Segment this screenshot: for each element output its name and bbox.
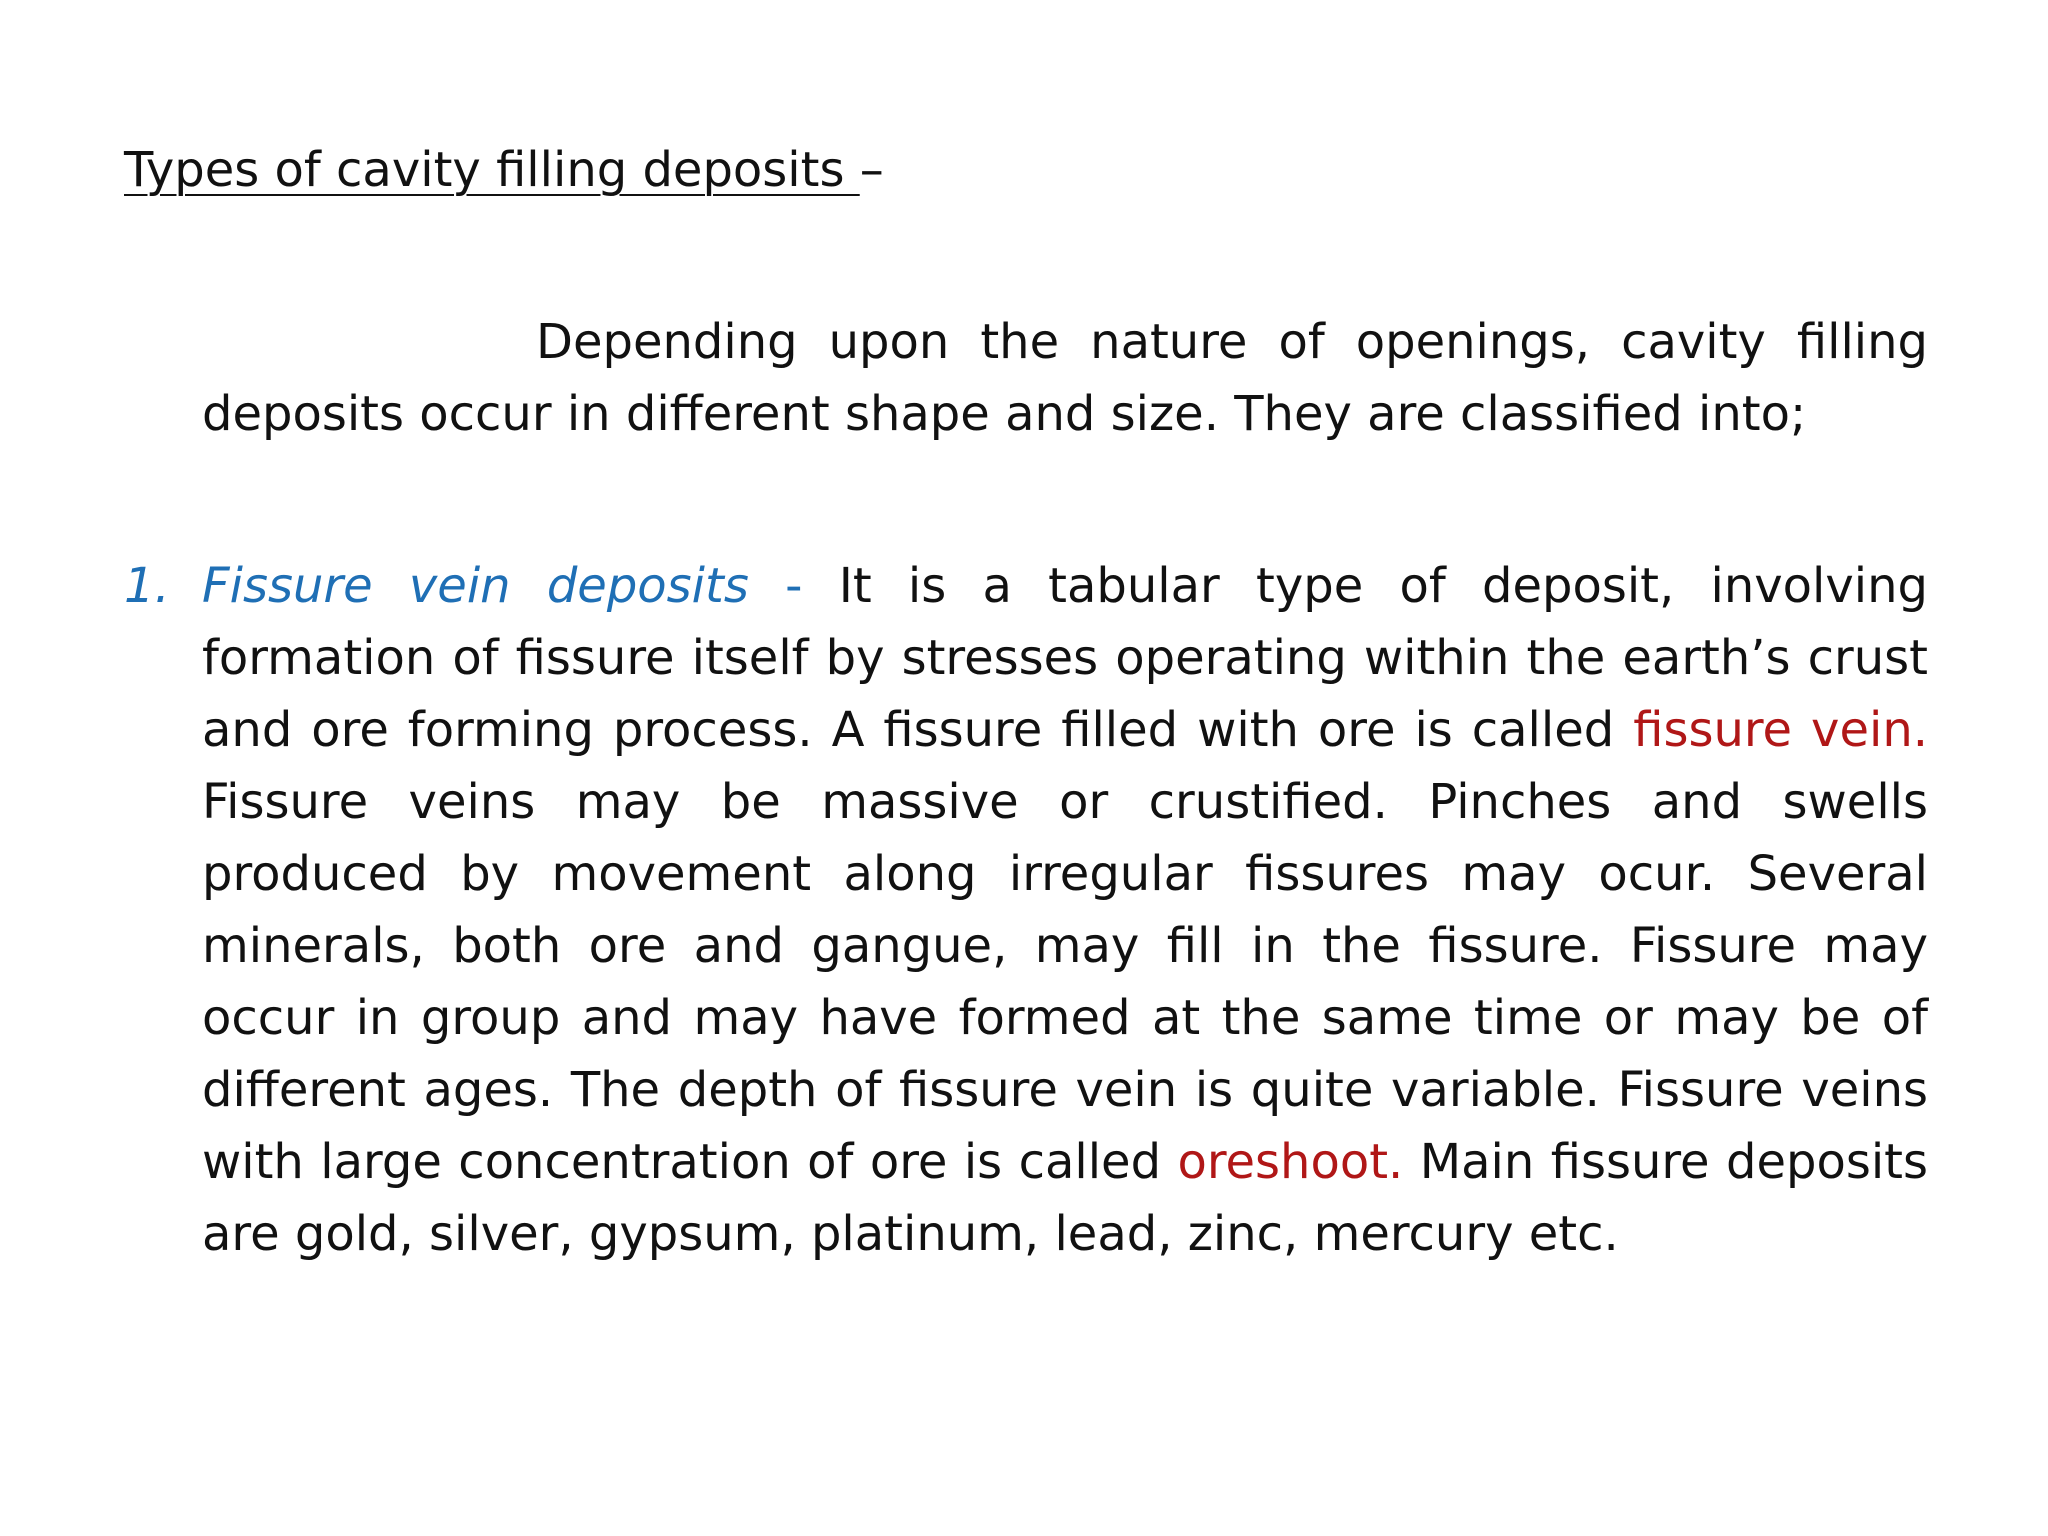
description-part-2: Fissure veins may be massive or crustified. Pinches and swells produced by movement along irregular fissures may ocur. Several minerals, both ore and gangue, may fill in the fissure. Fissure may occur in group and may have formed at the same time or may be of different ages. The depth of fissure vein is quite variable. Fissure veins with large concentration of ore is called	[202, 774, 1928, 1190]
list-item-body	[202, 550, 1928, 1270]
highlight-oreshoot: oreshoot.	[1177, 1134, 1404, 1190]
description-part-3: Main fissure deposits are gold, silver, gypsum, platinum, lead, zinc, mercury etc.	[202, 1134, 1929, 1262]
highlight-fissure-vein: fissure vein.	[1633, 702, 1929, 758]
list-number: 1.	[124, 558, 170, 614]
title-text: Types of cavity filling deposits	[124, 142, 860, 198]
page-title	[124, 138, 884, 202]
title-dash: –	[859, 142, 884, 198]
intro-paragraph: Depending upon the nature of openings, cavity filling deposits occur in different shape and size. They are classified into;	[202, 314, 1928, 442]
description-part-1: It is a tabular type of deposit, involving formation of fissure itself by stresses operating within the earth’s crust and ore forming process. A fissure filled with ore is called	[202, 558, 1929, 758]
term-separator: -	[748, 558, 839, 614]
term-fissure-vein-deposits: Fissure vein deposits	[202, 558, 749, 614]
list-item	[124, 550, 1928, 1270]
